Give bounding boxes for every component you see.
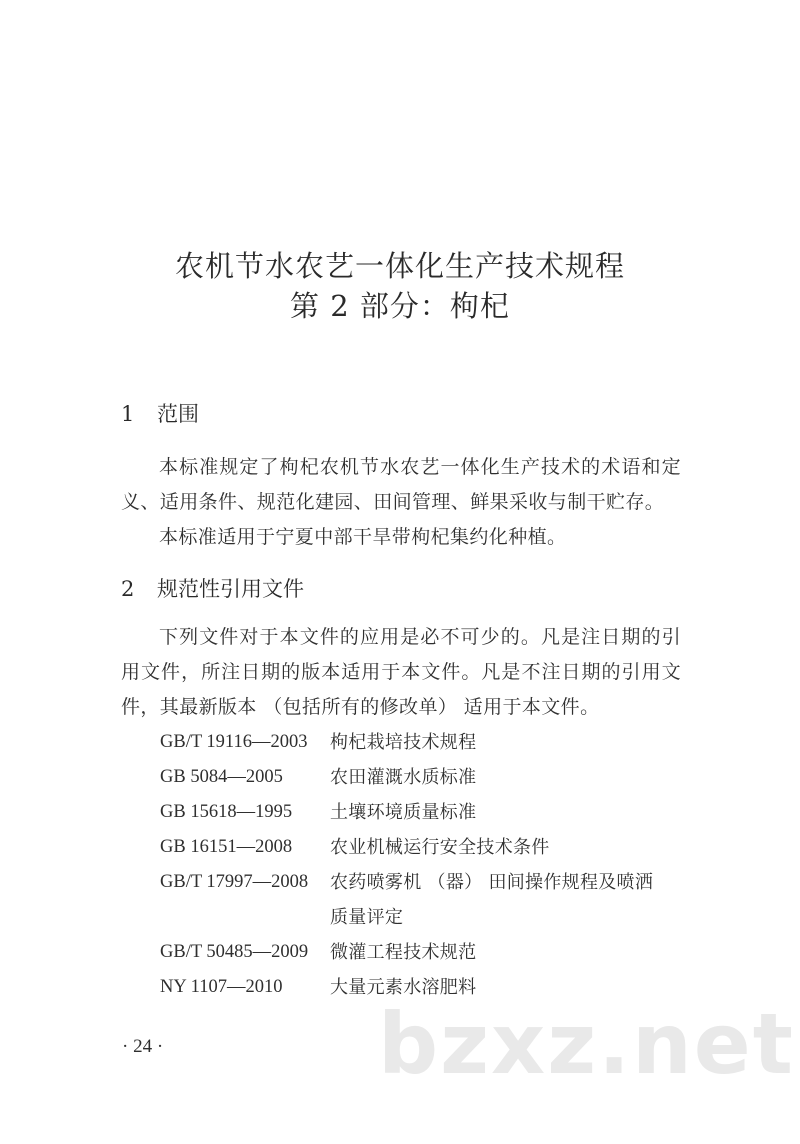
paragraph: 本标准规定了枸杞农机节水农艺一体化生产技术的术语和定义、适用条件、规范化建园、田间管理、鲜果采收与制干贮存。	[121, 456, 681, 513]
reference-name: 农田灌溉水质标准	[330, 767, 477, 788]
reference-name: 微灌工程技术规范	[330, 942, 477, 963]
section-number: 2	[121, 577, 135, 601]
page-number: · 24 ·	[122, 1036, 164, 1057]
reference-list	[160, 725, 700, 1005]
reference-item	[160, 725, 700, 760]
reference-code: GB 16151—2008	[160, 837, 293, 857]
reference-name: 枸杞栽培技术规程	[330, 732, 477, 753]
paragraph: 本标准适用于宁夏中部干旱带枸杞集约化种植。	[159, 526, 567, 548]
reference-item	[160, 830, 700, 865]
reference-code: GB 15618—1995	[160, 802, 293, 822]
reference-code: GB/T 50485—2009	[160, 942, 309, 962]
section-heading-normative-references	[121, 573, 304, 603]
section-number: 1	[121, 402, 135, 426]
reference-name: 土壤环境质量标准	[330, 802, 477, 823]
reference-code: NY 1107—2010	[160, 977, 283, 997]
section-title: 范围	[157, 402, 199, 426]
reference-name: 农业机械运行安全技术条件	[330, 837, 550, 858]
reference-code: GB/T 17997—2008	[160, 872, 309, 892]
section-title: 规范性引用文件	[157, 577, 304, 601]
document-subtitle: 第 2 部分：枸杞	[290, 289, 510, 323]
section-heading-scope	[121, 398, 199, 428]
reference-code: GB/T 19116—2003	[160, 732, 308, 752]
paragraph: 下列文件对于本文件的应用是必不可少的。凡是注日期的引用文件，所注日期的版本适用于本文件。凡是不注日期的引用文件，其最新版本 （包括所有的修改单） 适用于本文件。	[121, 626, 681, 718]
reference-item	[160, 760, 700, 795]
document-title: 农机节水农艺一体化生产技术规程	[174, 249, 625, 283]
reference-item	[160, 865, 700, 935]
reference-name: 大量元素水溶肥料	[330, 977, 477, 998]
reference-name: 农药喷雾机 （器） 田间操作规程及喷洒质量评定	[330, 872, 654, 928]
watermark: bzxz.net	[378, 995, 795, 1093]
reference-item	[160, 795, 700, 830]
reference-item	[160, 935, 700, 970]
reference-code: GB 5084—2005	[160, 767, 283, 787]
